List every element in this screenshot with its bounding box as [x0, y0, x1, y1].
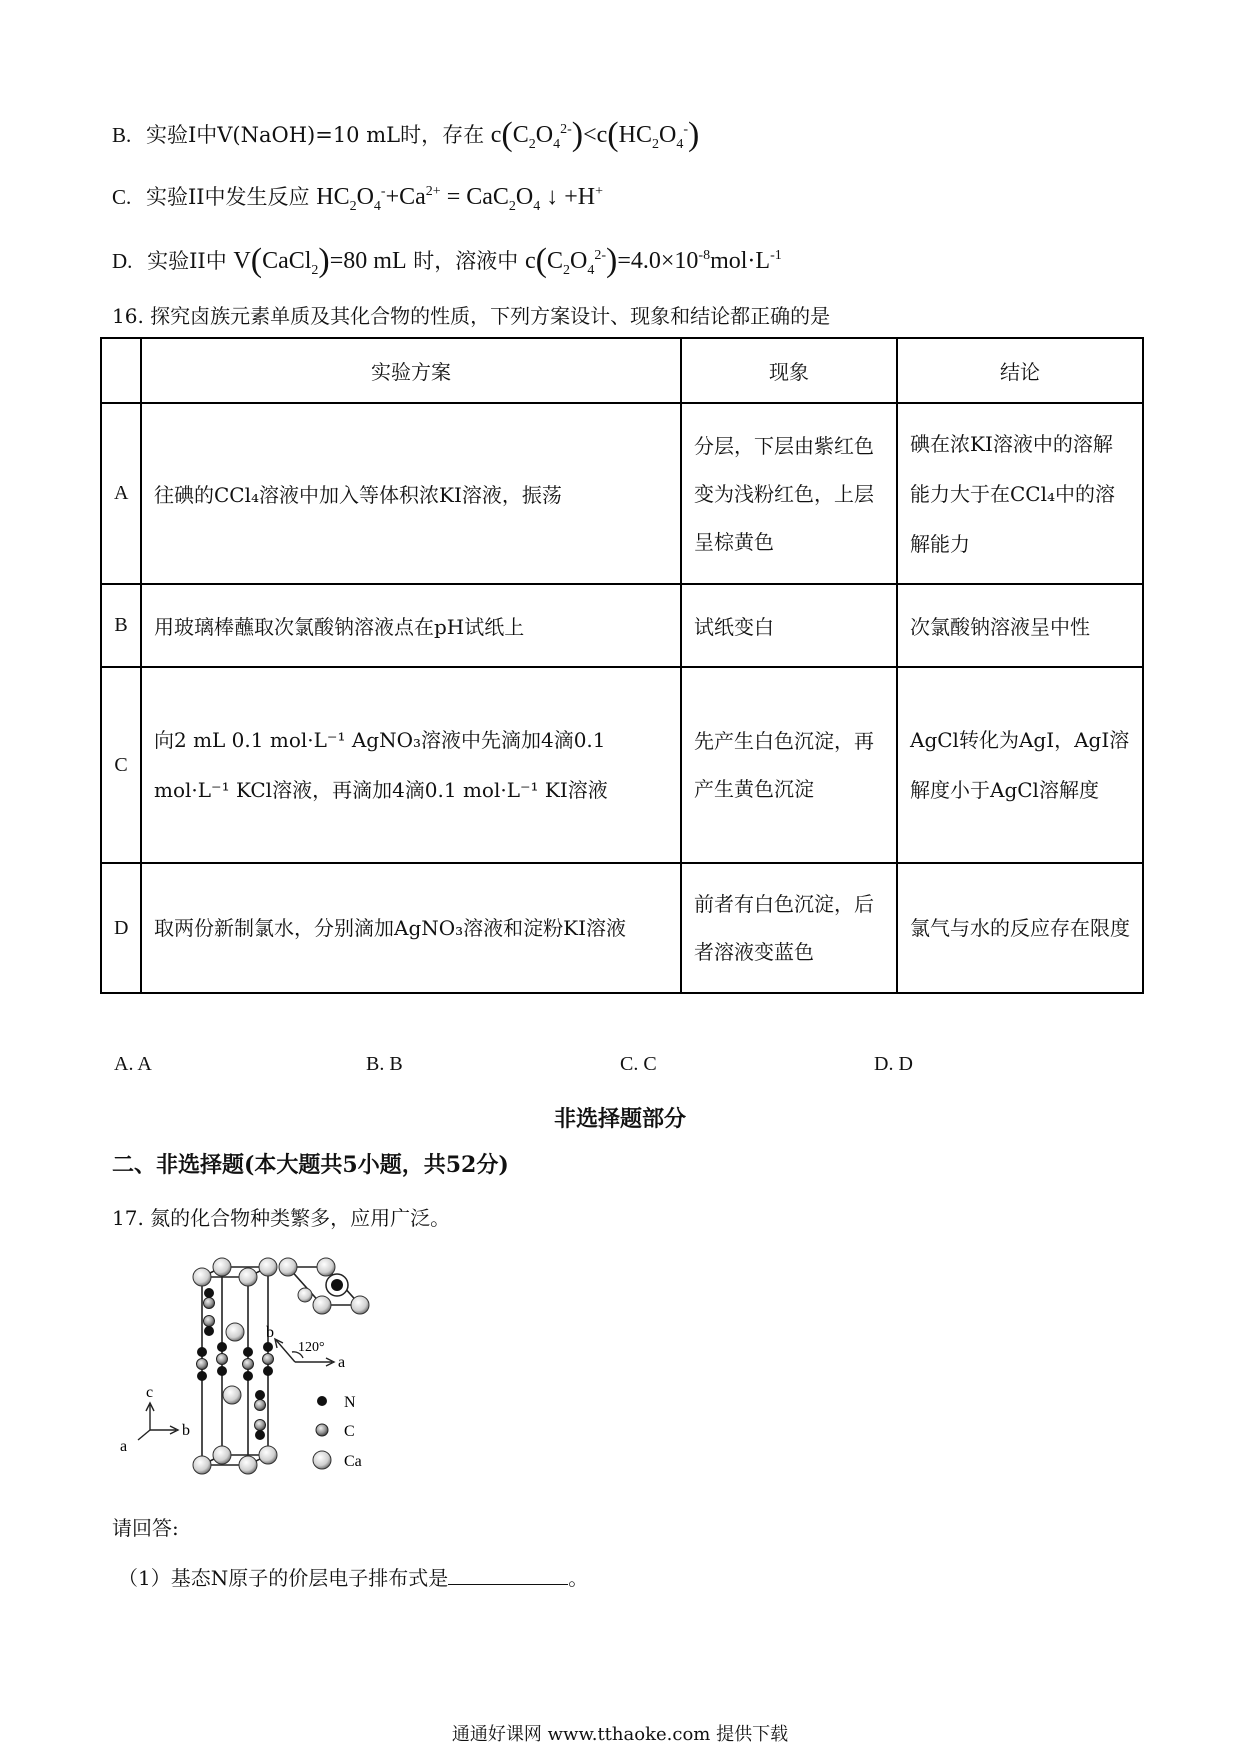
row-conclusion: 碘在浓KI溶液中的溶解能力大于在CCl₄中的溶解能力	[897, 403, 1143, 584]
n-atoms	[197, 1288, 273, 1440]
crystal-structure-figure	[110, 1255, 410, 1495]
table-row	[101, 403, 1143, 584]
option-d-formula-1: V(CaCl$_2$)=80 mL	[233, 242, 407, 279]
option-d	[112, 236, 782, 279]
option-c-label: C.	[112, 185, 132, 209]
legend-c: C	[344, 1423, 355, 1440]
angle-label: 120°	[298, 1340, 325, 1355]
option-b-text: 实验I中V(NaOH)=10 mL时，存在	[145, 123, 485, 147]
row-letter: D	[101, 863, 141, 993]
q17-prompt: 请回答:	[112, 1516, 179, 1540]
row-phenomenon: 先产生白色沉淀，再产生黄色沉淀	[681, 667, 897, 863]
option-c-text: 实验II中发生反应	[145, 185, 310, 209]
answer-blank[interactable]	[448, 1566, 568, 1585]
axis-a2-label: a	[338, 1354, 346, 1371]
row-phenomenon: 前者有白色沉淀，后者溶液变蓝色	[681, 863, 897, 993]
answer-a: A. A	[114, 1053, 152, 1075]
axis-b2-label: b	[266, 1324, 274, 1341]
header-blank	[101, 338, 141, 403]
c-atoms	[197, 1298, 274, 1431]
option-c	[112, 172, 603, 212]
row-letter: A	[101, 403, 141, 584]
header-plan: 实验方案	[141, 338, 681, 403]
header-phenomenon: 现象	[681, 338, 897, 403]
answer-b: B. B	[366, 1053, 403, 1075]
option-d-text-2: 时，溶液中	[413, 249, 519, 273]
axes-left	[138, 1403, 178, 1440]
option-c-formula: $HC_2O_4^-+Ca^{2+} = CaC_2O_4$ ↓ +H+	[316, 184, 604, 214]
option-d-value: =4.0×10	[617, 248, 699, 274]
q16-stem: 16. 探究卤族元素单质及其化合物的性质，下列方案设计、现象和结论都正确的是	[112, 304, 831, 328]
row-plan: 向2 mL 0.1 mol·L⁻¹ AgNO₃溶液中先滴加4滴0.1 mol·L⁻¹ KCl溶液，再滴加4滴0.1 mol·L⁻¹ KI溶液	[141, 667, 681, 863]
option-b-formula: $c(C_2O_4^{2-})<c(HC_2O_4^-)$	[490, 116, 700, 153]
option-b-label: B.	[112, 123, 132, 147]
option-b	[112, 110, 700, 153]
row-letter: C	[101, 667, 141, 863]
part-title: 二、非选择题(本大题共5小题，共52分)	[112, 1152, 509, 1178]
section-title: 非选择题部分	[553, 1106, 686, 1132]
row-plan: 用玻璃棒蘸取次氯酸钠溶液点在pH试纸上	[141, 584, 681, 667]
q17-sub1-text: （1）基态N原子的价层电子排布式是	[118, 1566, 449, 1590]
legend-n: N	[344, 1394, 356, 1411]
table-row	[101, 863, 1143, 993]
answer-c: C. C	[620, 1053, 657, 1075]
row-conclusion: AgCl转化为AgI，AgI溶解度小于AgCl溶解度	[897, 667, 1143, 863]
footer: 通通好课网 www.tthaoke.com 提供下载	[451, 1724, 789, 1745]
axis-a-label: a	[120, 1438, 128, 1455]
header-conclusion: 结论	[897, 338, 1143, 403]
legend-ca: Ca	[344, 1453, 362, 1470]
q17-sub1-end: 。	[568, 1566, 589, 1590]
row-phenomenon: 试纸变白	[681, 584, 897, 667]
option-d-unit: mol·L	[710, 248, 771, 274]
table-row	[101, 667, 1143, 863]
axis-c-label: c	[146, 1384, 154, 1401]
option-d-label: D.	[112, 249, 133, 273]
row-conclusion: 氯气与水的反应存在限度	[897, 863, 1143, 993]
experiment-table	[100, 337, 1144, 994]
row-plan: 取两份新制氯水，分别滴加AgNO₃溶液和淀粉KI溶液	[141, 863, 681, 993]
q17-sub1	[118, 1562, 588, 1591]
row-letter: B	[101, 584, 141, 667]
option-d-text-1: 实验II中	[147, 249, 227, 273]
row-conclusion: 次氯酸钠溶液呈中性	[897, 584, 1143, 667]
option-d-formula-2: $c(C_2O_4^{2-})=4.0\times 10^{-8}mol\cdot L^{-1}$	[524, 242, 782, 279]
row-plan: 往碘的CCl₄溶液中加入等体积浓KI溶液，振荡	[141, 403, 681, 584]
table-row	[101, 584, 1143, 667]
axis-b-label: b	[182, 1422, 190, 1439]
answer-d: D. D	[874, 1053, 913, 1075]
table-header-row	[101, 338, 1143, 403]
row-phenomenon: 分层，下层由紫红色变为浅粉红色，上层呈棕黄色	[681, 403, 897, 584]
q17-stem: 17. 氮的化合物种类繁多，应用广泛。	[112, 1206, 451, 1230]
